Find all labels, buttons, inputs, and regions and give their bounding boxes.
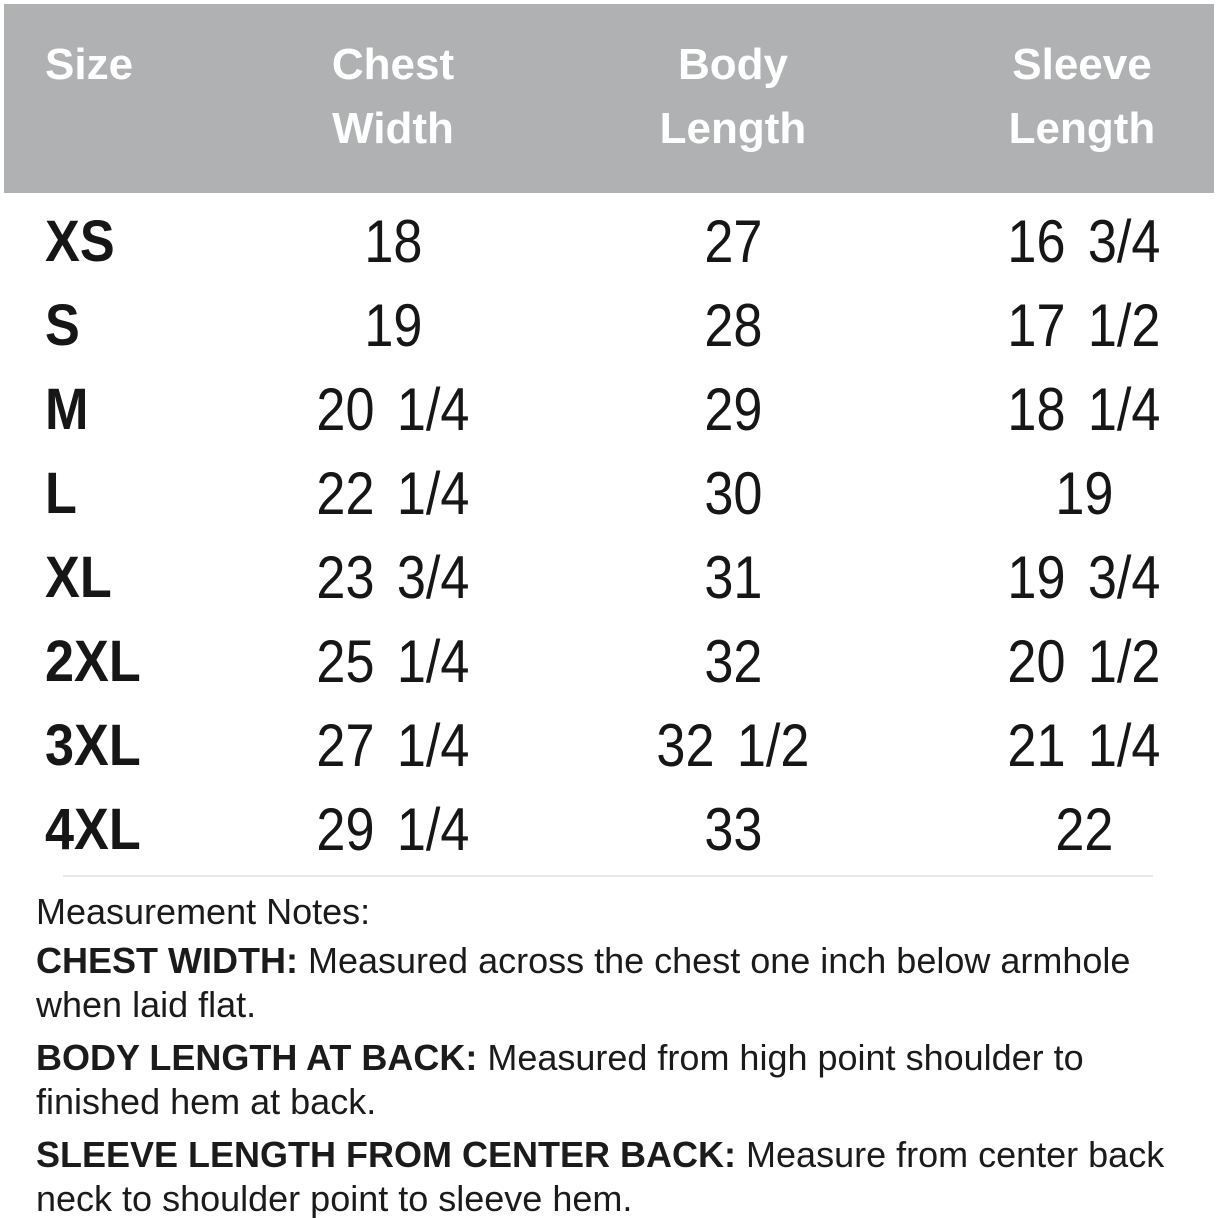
column-header-sleeve-length	[950, 33, 1214, 193]
size-label: L	[45, 460, 77, 526]
sleeve-length-cell	[950, 543, 1218, 612]
column-header-body-line2: Length	[659, 104, 807, 153]
chest-width-cell	[270, 459, 516, 528]
chest-width-cell	[270, 375, 516, 444]
sleeve-length-cell	[950, 291, 1218, 360]
table-row-xs	[0, 199, 1218, 283]
sleeve-length-value: 22	[1054, 795, 1114, 863]
size-cell	[0, 292, 270, 359]
chest-width-cell	[270, 207, 516, 276]
table-row-3xl	[0, 703, 1218, 787]
size-label: XS	[45, 208, 115, 274]
sleeve-length-value: 19	[1054, 459, 1114, 527]
body-length-value: 28	[703, 291, 763, 359]
body-length-cell	[516, 207, 950, 276]
column-header-size-line1: Size	[45, 40, 134, 89]
body-length-value: 29	[703, 375, 763, 443]
chest-width-value: 18	[363, 207, 423, 275]
body-length-value: 31	[703, 543, 763, 611]
sleeve-length-cell	[950, 459, 1218, 528]
body-length-value: 30	[703, 459, 763, 527]
chest-width-cell	[270, 627, 516, 696]
sleeve-length-cell	[950, 795, 1218, 864]
column-header-sleeve-line1: Sleeve	[1012, 40, 1152, 89]
chest-width-value: 25 1/4	[316, 627, 470, 695]
measurement-notes-title: Measurement Notes:	[36, 891, 371, 932]
chest-width-cell	[270, 291, 516, 360]
sleeve-length-value: 21 1/4	[1007, 711, 1161, 779]
size-cell	[0, 208, 270, 275]
sleeve-length-value: 17 1/2	[1007, 291, 1161, 359]
column-header-chest-width	[270, 33, 516, 193]
size-label: 3XL	[45, 712, 141, 778]
sleeve-length-value: 19 3/4	[1007, 543, 1161, 611]
chest-width-value: 19	[363, 291, 423, 359]
size-cell	[0, 628, 270, 695]
sleeve-length-value: 20 1/2	[1007, 627, 1161, 695]
note-body-length	[36, 1036, 1188, 1124]
sleeve-length-value: 16 3/4	[1007, 207, 1161, 275]
column-header-chest-line2: Width	[332, 104, 454, 153]
table-row-m	[0, 367, 1218, 451]
note-chest-width-term: CHEST WIDTH:	[36, 940, 298, 981]
divider	[63, 875, 1153, 877]
note-chest-width	[36, 939, 1188, 1027]
chest-width-value: 29 1/4	[316, 795, 470, 863]
note-body-length-term: BODY LENGTH AT BACK:	[36, 1037, 478, 1078]
size-cell	[0, 460, 270, 527]
body-length-cell	[516, 795, 950, 864]
sleeve-length-cell	[950, 207, 1218, 276]
table-row-s	[0, 283, 1218, 367]
chest-width-value: 23 3/4	[316, 543, 470, 611]
chest-width-value: 22 1/4	[316, 459, 470, 527]
chest-width-cell	[270, 543, 516, 612]
body-length-cell	[516, 291, 950, 360]
chest-width-value: 20 1/4	[316, 375, 470, 443]
note-sleeve-length-definition: Measure from center back neck to shoulder point to sleeve hem.	[36, 1134, 1165, 1218]
table-row-2xl	[0, 619, 1218, 703]
table-row-4xl	[0, 787, 1218, 871]
size-cell	[0, 796, 270, 863]
table-row-l	[0, 451, 1218, 535]
chest-width-cell	[270, 795, 516, 864]
size-label: XL	[45, 544, 112, 610]
sleeve-length-cell	[950, 627, 1218, 696]
body-length-value: 32	[703, 627, 763, 695]
body-length-cell	[516, 543, 950, 612]
size-cell	[0, 712, 270, 779]
note-sleeve-length	[36, 1133, 1188, 1218]
sleeve-length-cell	[950, 375, 1218, 444]
note-body-length-definition: Measured from high point shoulder to finished hem at back.	[36, 1037, 1084, 1122]
sleeve-length-cell	[950, 711, 1218, 780]
size-cell	[0, 376, 270, 443]
table-row-xl	[0, 535, 1218, 619]
note-chest-width-definition: Measured across the chest one inch below armhole when laid flat.	[36, 940, 1131, 1025]
size-chart-body	[0, 193, 1218, 871]
sleeve-length-value: 18 1/4	[1007, 375, 1161, 443]
column-header-body-line1: Body	[678, 40, 788, 89]
column-header-size	[4, 33, 270, 193]
body-length-cell	[516, 375, 950, 444]
size-cell	[0, 544, 270, 611]
size-chart-header-row	[4, 4, 1214, 193]
column-header-body-length	[516, 33, 950, 193]
chest-width-value: 27 1/4	[316, 711, 470, 779]
body-length-cell	[516, 711, 950, 780]
size-label: 4XL	[45, 796, 141, 862]
size-label: M	[45, 376, 89, 442]
body-length-value: 32 1/2	[656, 711, 810, 779]
column-header-chest-line1: Chest	[331, 40, 455, 89]
column-header-sleeve-line2: Length	[1008, 104, 1156, 153]
note-sleeve-length-term: SLEEVE LENGTH FROM CENTER BACK:	[36, 1134, 737, 1175]
body-length-value: 27	[703, 207, 763, 275]
body-length-cell	[516, 627, 950, 696]
chest-width-cell	[270, 711, 516, 780]
size-label: S	[45, 292, 80, 358]
body-length-value: 33	[703, 795, 763, 863]
body-length-cell	[516, 459, 950, 528]
measurement-notes	[36, 890, 1188, 1218]
size-label: 2XL	[45, 628, 141, 694]
